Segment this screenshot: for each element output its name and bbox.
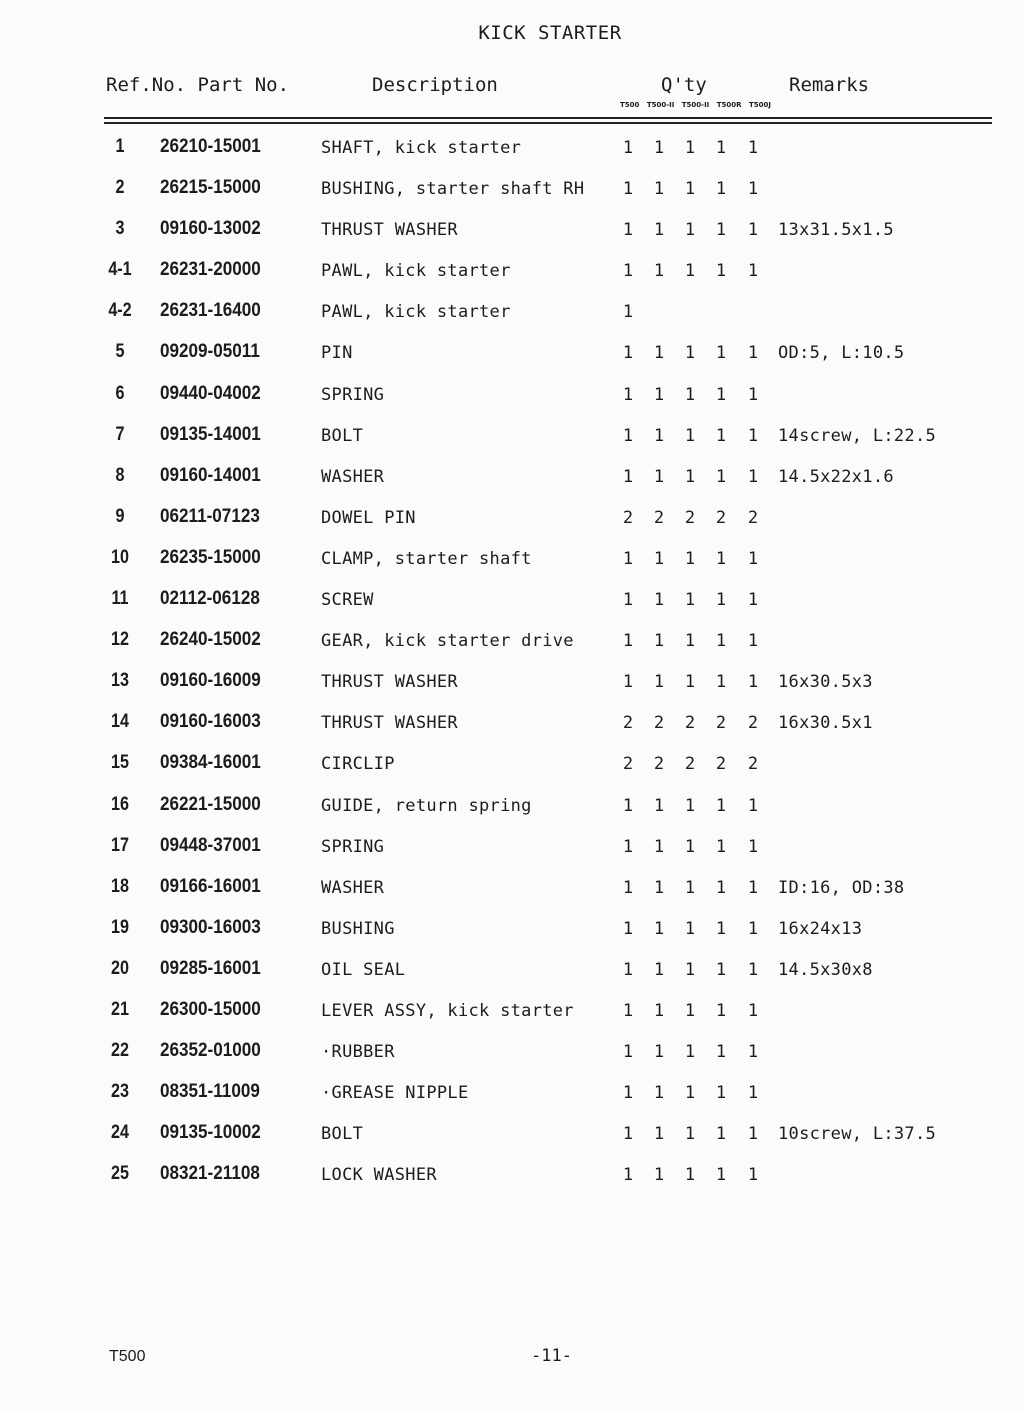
qty-cell: 1 <box>622 1000 634 1021</box>
qty-cell: 2 <box>684 507 696 528</box>
qty-cell: 1 <box>653 384 665 405</box>
description: DOWEL PIN <box>321 507 416 528</box>
qty-cell: 1 <box>715 795 727 816</box>
qty-cell: 1 <box>622 1124 634 1145</box>
qty-cell: 2 <box>684 754 696 775</box>
remarks: 14.5x22x1.6 <box>778 466 894 487</box>
qty-cell: 1 <box>653 1165 665 1186</box>
part-number: 02112-06128 <box>160 588 260 610</box>
qty-cell: 1 <box>653 1042 665 1063</box>
description: BOLT <box>321 1124 364 1145</box>
qty-cell: 1 <box>747 672 759 693</box>
qty-cell: 1 <box>684 1083 696 1104</box>
qty-cell: 1 <box>747 425 759 446</box>
table-row <box>0 292 1024 333</box>
header-rule-top <box>104 117 992 119</box>
model-header: T500 <box>620 101 640 109</box>
ref-no: 17 <box>111 834 129 856</box>
qty-cell: 1 <box>684 672 696 693</box>
qty-cell: 1 <box>747 179 759 200</box>
part-number: 09209-05011 <box>160 341 260 363</box>
part-number: 26300-15000 <box>160 998 261 1020</box>
qty-cell: 2 <box>715 507 727 528</box>
qty-cell: 2 <box>747 507 759 528</box>
qty-cell: 1 <box>715 220 727 241</box>
qty-cell: 1 <box>684 1124 696 1145</box>
qty-cell: 1 <box>684 548 696 569</box>
qty-cell: 1 <box>747 959 759 980</box>
ref-no: 25 <box>111 1163 129 1185</box>
part-number: 08321-21108 <box>160 1163 260 1185</box>
qty-cell: 1 <box>684 877 696 898</box>
qty-cell: 1 <box>747 384 759 405</box>
qty-cell: 1 <box>622 1083 634 1104</box>
ref-no: 19 <box>111 916 129 938</box>
qty-cell: 1 <box>622 466 634 487</box>
table-row <box>0 909 1024 950</box>
ref-no: 14 <box>111 711 129 733</box>
qty-cell: 1 <box>747 261 759 282</box>
qty-cell: 2 <box>653 713 665 734</box>
qty-cell: 1 <box>653 631 665 652</box>
qty-cell: 1 <box>684 918 696 939</box>
qty-cell: 1 <box>653 343 665 364</box>
header-qty: Q'ty <box>661 74 707 96</box>
qty-cell: 1 <box>684 261 696 282</box>
qty-cell: 1 <box>747 1000 759 1021</box>
qty-cell: 1 <box>747 1124 759 1145</box>
description: ·RUBBER <box>321 1042 395 1063</box>
table-row <box>0 1114 1024 1155</box>
qty-cell: 1 <box>747 590 759 611</box>
qty-cell: 1 <box>622 220 634 241</box>
model-header: T500J <box>748 101 771 109</box>
table-row <box>0 744 1024 785</box>
qty-cell: 1 <box>715 548 727 569</box>
qty-cell: 1 <box>715 1042 727 1063</box>
table-row <box>0 375 1024 416</box>
description: LEVER ASSY, kick starter <box>321 1000 574 1021</box>
qty-cell: 2 <box>622 754 634 775</box>
qty-cell: 1 <box>622 795 634 816</box>
qty-cell: 2 <box>653 507 665 528</box>
description: CIRCLIP <box>321 754 395 775</box>
qty-cell: 1 <box>653 1083 665 1104</box>
qty-cell: 1 <box>622 631 634 652</box>
qty-cell: 1 <box>747 138 759 158</box>
part-number: 09135-10002 <box>160 1122 261 1144</box>
qty-cell: 2 <box>622 507 634 528</box>
description: PIN <box>321 343 353 364</box>
ref-no: 23 <box>111 1081 129 1103</box>
qty-cell: 1 <box>622 548 634 569</box>
qty-cell: 1 <box>653 918 665 939</box>
description: THRUST WASHER <box>321 220 458 241</box>
part-number: 09448-37001 <box>160 834 261 856</box>
part-number: 09285-16001 <box>160 957 261 979</box>
qty-cell: 1 <box>684 795 696 816</box>
description: LOCK WASHER <box>321 1165 437 1186</box>
table-row <box>0 827 1024 868</box>
qty-cell: 1 <box>622 425 634 446</box>
part-number: 09300-16003 <box>160 916 261 938</box>
remarks: 14.5x30x8 <box>778 959 873 980</box>
qty-cell: 1 <box>622 1042 634 1063</box>
qty-cell: 1 <box>715 466 727 487</box>
qty-cell: 2 <box>622 713 634 734</box>
qty-cell: 1 <box>622 836 634 857</box>
remarks: OD:5, L:10.5 <box>778 343 905 364</box>
qty-cell: 1 <box>684 466 696 487</box>
qty-cell: 2 <box>747 754 759 775</box>
ref-no: 4-2 <box>108 300 132 322</box>
ref-no: 24 <box>111 1122 129 1144</box>
ref-no: 13 <box>111 670 129 692</box>
qty-cell: 1 <box>622 343 634 364</box>
model-headers <box>620 101 776 109</box>
description: WASHER <box>321 466 385 487</box>
ref-no: 9 <box>115 505 125 527</box>
header-description: Description <box>372 74 498 96</box>
qty-cell: 1 <box>622 877 634 898</box>
ref-no: 5 <box>115 341 125 363</box>
ref-no: 1 <box>115 136 125 157</box>
part-number: 26221-15000 <box>160 793 261 815</box>
qty-cell: 1 <box>715 343 727 364</box>
qty-cell: 1 <box>653 548 665 569</box>
description: GUIDE, return spring <box>321 795 532 816</box>
description: THRUST WASHER <box>321 672 458 693</box>
qty-cell: 1 <box>622 384 634 405</box>
qty-cell: 1 <box>684 179 696 200</box>
qty-cell: 1 <box>715 425 727 446</box>
part-number: 26235-15000 <box>160 546 261 568</box>
qty-cell: 1 <box>747 343 759 364</box>
qty-cell: 1 <box>747 548 759 569</box>
qty-cell: 1 <box>747 877 759 898</box>
qty-cell: 1 <box>653 877 665 898</box>
qty-cell: 1 <box>684 138 696 158</box>
qty-cell: 1 <box>747 1165 759 1186</box>
part-number: 26352-01000 <box>160 1040 261 1062</box>
part-number: 08351-11009 <box>160 1081 260 1103</box>
part-number: 09135-14001 <box>160 423 261 445</box>
qty-cell: 1 <box>715 384 727 405</box>
qty-cell: 1 <box>653 836 665 857</box>
qty-cell: 1 <box>653 179 665 200</box>
qty-cell: 1 <box>653 466 665 487</box>
table-row <box>0 580 1024 621</box>
qty-cell: 1 <box>622 138 634 158</box>
table-row <box>0 128 1024 169</box>
footer-model: T500 <box>109 1348 146 1365</box>
description: OIL SEAL <box>321 959 406 980</box>
part-number: 09160-16003 <box>160 711 261 733</box>
description: ·GREASE NIPPLE <box>321 1083 469 1104</box>
qty-cell: 1 <box>622 179 634 200</box>
model-header: T500-II <box>681 101 710 109</box>
page-title: KICK STARTER <box>478 22 622 44</box>
description: PAWL, kick starter <box>321 261 511 282</box>
qty-cell: 1 <box>684 343 696 364</box>
part-number: 26231-16400 <box>160 300 261 322</box>
part-number: 09160-13002 <box>160 218 261 240</box>
table-row <box>0 416 1024 457</box>
ref-no: 18 <box>111 875 129 897</box>
qty-cell: 1 <box>747 1083 759 1104</box>
table-row <box>0 333 1024 374</box>
qty-cell: 1 <box>715 836 727 857</box>
qty-cell: 1 <box>684 384 696 405</box>
qty-cell: 1 <box>653 1124 665 1145</box>
qty-cell: 1 <box>622 302 634 323</box>
part-number: 09166-16001 <box>160 875 261 897</box>
qty-cell: 1 <box>747 466 759 487</box>
ref-no: 12 <box>111 629 129 651</box>
description: BUSHING, starter shaft RH <box>321 179 585 200</box>
description: GEAR, kick starter drive <box>321 631 574 652</box>
table-row <box>0 703 1024 744</box>
description: THRUST WASHER <box>321 713 458 734</box>
part-number: 09160-14001 <box>160 464 261 486</box>
description: WASHER <box>321 877 385 898</box>
qty-cell: 1 <box>653 261 665 282</box>
remarks: 16x30.5x1 <box>778 713 873 734</box>
table-row <box>0 662 1024 703</box>
ref-no: 3 <box>115 218 125 240</box>
qty-cell: 1 <box>715 672 727 693</box>
qty-cell: 1 <box>715 918 727 939</box>
qty-cell: 1 <box>653 590 665 611</box>
header-remarks: Remarks <box>789 74 870 96</box>
table-row <box>0 786 1024 827</box>
ref-no: 20 <box>111 957 129 979</box>
qty-cell: 2 <box>715 754 727 775</box>
qty-cell: 1 <box>622 672 634 693</box>
qty-cell: 1 <box>653 959 665 980</box>
qty-cell: 1 <box>715 631 727 652</box>
qty-cell: 1 <box>715 959 727 980</box>
ref-no: 16 <box>111 793 129 815</box>
table-row <box>0 1032 1024 1073</box>
description: SCREW <box>321 590 374 611</box>
qty-cell: 1 <box>715 179 727 200</box>
qty-cell: 1 <box>622 959 634 980</box>
ref-no: 4-1 <box>108 259 132 281</box>
ref-no: 21 <box>111 998 129 1020</box>
qty-cell: 1 <box>684 1000 696 1021</box>
remarks: 10screw, L:37.5 <box>778 1124 937 1145</box>
qty-cell: 1 <box>747 918 759 939</box>
ref-no: 10 <box>111 546 129 568</box>
part-number: 26231-20000 <box>160 259 261 281</box>
qty-cell: 2 <box>747 713 759 734</box>
table-row <box>0 539 1024 580</box>
model-header: T500R <box>716 101 742 109</box>
qty-cell: 1 <box>684 220 696 241</box>
qty-cell: 1 <box>653 1000 665 1021</box>
qty-cell: 1 <box>622 590 634 611</box>
qty-cell: 1 <box>684 1042 696 1063</box>
table-row <box>0 991 1024 1032</box>
description: SPRING <box>321 836 385 857</box>
table-row <box>0 498 1024 539</box>
qty-cell: 1 <box>653 795 665 816</box>
qty-cell: 1 <box>715 138 727 158</box>
qty-cell: 1 <box>653 138 665 158</box>
qty-cell: 1 <box>684 425 696 446</box>
description: BUSHING <box>321 918 395 939</box>
qty-cell: 2 <box>684 713 696 734</box>
table-row <box>0 1073 1024 1114</box>
parts-table <box>0 128 1024 1196</box>
qty-cell: 1 <box>715 261 727 282</box>
header-rule-bottom <box>104 122 992 124</box>
qty-cell: 1 <box>747 631 759 652</box>
description: CLAMP, starter shaft <box>321 548 532 569</box>
ref-no: 2 <box>115 177 125 199</box>
qty-cell: 2 <box>653 754 665 775</box>
description: BOLT <box>321 425 364 446</box>
table-row <box>0 1155 1024 1196</box>
qty-cell: 1 <box>684 959 696 980</box>
table-row <box>0 210 1024 251</box>
qty-cell: 1 <box>622 1165 634 1186</box>
qty-cell: 1 <box>747 795 759 816</box>
ref-no: 15 <box>111 752 129 774</box>
qty-cell: 1 <box>684 590 696 611</box>
qty-cell: 1 <box>684 631 696 652</box>
qty-cell: 1 <box>684 836 696 857</box>
ref-no: 7 <box>115 423 125 445</box>
qty-cell: 1 <box>747 836 759 857</box>
qty-cell: 1 <box>747 1042 759 1063</box>
page-number: -11- <box>531 1346 572 1366</box>
table-row <box>0 251 1024 292</box>
remarks: 14screw, L:22.5 <box>778 425 937 446</box>
part-number: 09384-16001 <box>160 752 261 774</box>
ref-no: 6 <box>115 382 125 404</box>
table-row <box>0 868 1024 909</box>
qty-cell: 1 <box>622 261 634 282</box>
qty-cell: 1 <box>653 425 665 446</box>
ref-no: 22 <box>111 1040 129 1062</box>
description: PAWL, kick starter <box>321 302 511 323</box>
qty-cell: 1 <box>715 877 727 898</box>
part-number: 09440-04002 <box>160 382 261 404</box>
remarks: 16x30.5x3 <box>778 672 873 693</box>
remarks: 16x24x13 <box>778 918 863 939</box>
table-row <box>0 169 1024 210</box>
qty-cell: 1 <box>747 220 759 241</box>
model-header: T500-II <box>646 101 675 109</box>
remarks: ID:16, OD:38 <box>778 877 905 898</box>
qty-cell: 1 <box>715 1083 727 1104</box>
description: SPRING <box>321 384 385 405</box>
table-row <box>0 950 1024 991</box>
qty-cell: 1 <box>715 1000 727 1021</box>
qty-cell: 1 <box>684 1165 696 1186</box>
qty-cell: 2 <box>715 713 727 734</box>
qty-cell: 1 <box>653 672 665 693</box>
table-row <box>0 457 1024 498</box>
part-number: 26240-15002 <box>160 629 261 651</box>
qty-cell: 1 <box>653 220 665 241</box>
header-ref-part: Ref.No. Part No. <box>106 74 290 96</box>
ref-no: 8 <box>115 464 125 486</box>
part-number: 06211-07123 <box>160 505 260 527</box>
qty-cell: 1 <box>622 918 634 939</box>
part-number: 26215-15000 <box>160 177 261 199</box>
qty-cell: 1 <box>715 1165 727 1186</box>
ref-no: 11 <box>111 588 129 610</box>
part-number: 26210-15001 <box>160 136 261 157</box>
part-number: 09160-16009 <box>160 670 261 692</box>
remarks: 13x31.5x1.5 <box>778 220 894 241</box>
qty-cell: 1 <box>715 590 727 611</box>
qty-cell: 1 <box>715 1124 727 1145</box>
description: SHAFT, kick starter <box>321 138 522 158</box>
table-row <box>0 621 1024 662</box>
